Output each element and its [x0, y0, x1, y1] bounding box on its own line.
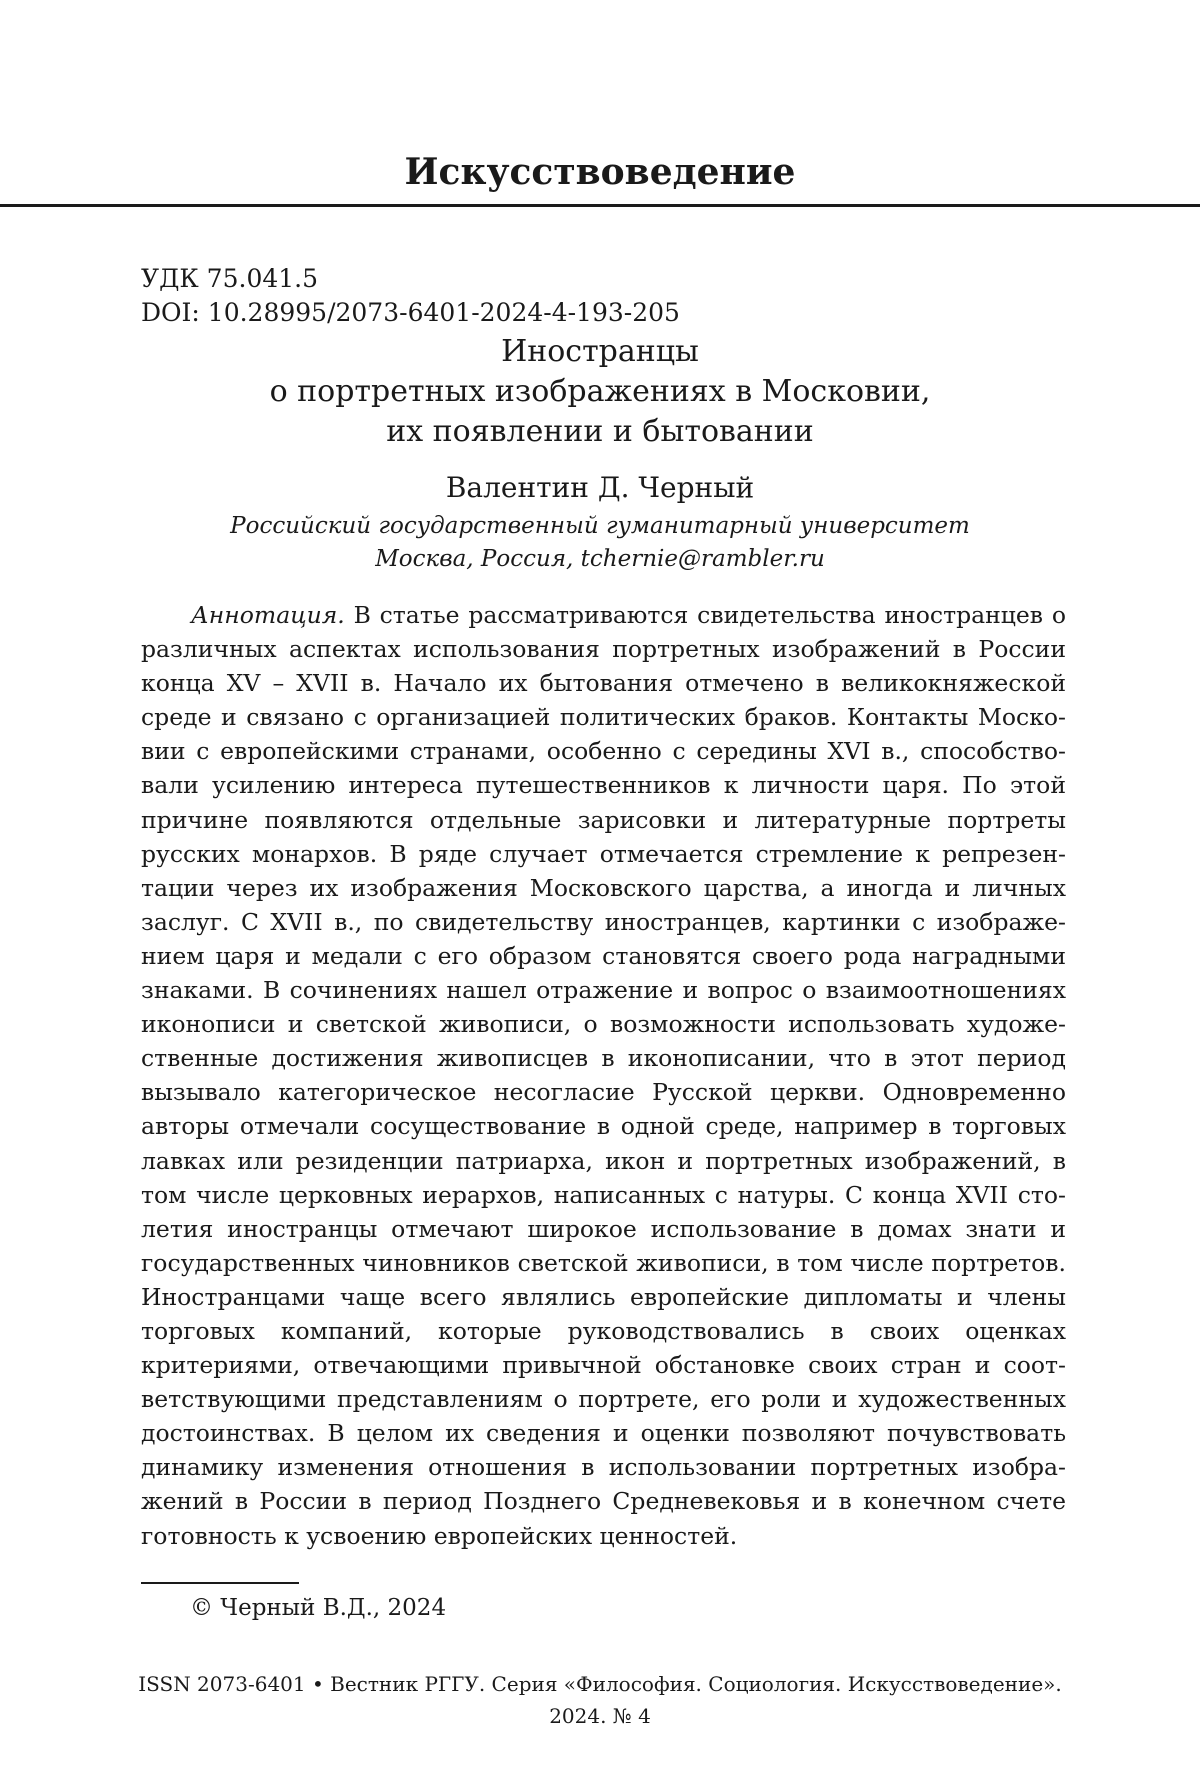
title-line: их появлении и бытовании — [386, 414, 814, 449]
section-title: Искусствоведение — [404, 151, 796, 193]
location-email: Москва, Россия, tchernie@rambler.ru — [375, 546, 825, 572]
author-affiliation-block — [0, 510, 1200, 576]
author-name: Валентин Д. Черный — [445, 471, 755, 504]
abstract — [141, 598, 1066, 1553]
abstract-label: Аннотация. — [191, 601, 345, 629]
journal-issue-line: 2024. № 4 — [549, 1704, 651, 1728]
abstract-text: В статье рассматриваются свидетельства иностранцев о различных аспектах использования портретных изображений в России конца XV – XVII в. Начало их бытования отмечено в великокняжеской среде и связано с организацией политических браков. Контакты Московии с европейскими странами, особенно с середины XVI в., способствовали усилению интереса путешественников к личности царя. По этой причине появляются отдельные зарисовки и литературные портреты русских монархов. В ряде случает отмечается стремление к репрезентации через их изображения Московского царства, а иногда и личных заслуг. С XVII в., по свидетельству иностранцев, картинки с изображением царя и медали с его образом становятся своего рода наградными знаками. В сочинениях нашел отражение и вопрос о взаимоотношениях иконописи и светской живописи, о возможности использовать художественные достижения живописцев в иконописании, что в этот период вызывало категорическое несогласие Русской церкви. Одновременно авторы отмечали сосуществование в одной среде, например в торговых лавках или резиденции патриарха, икон и портретных изображений, в том числе церковных иерархов, написанных с натуры. С конца XVII столетия иностранцы отмечают широкое использование в домах знати и государственных чиновников светской живописи, в том числе портретов. Иностранцами чаще всего являлись европейские дипломаты и члены торговых компаний, которые руководствовались в своих оценках критериями, отвечающими привычной обстановке своих стран и соответствующими представлениям о портрете, его роли и художественных достоинствах. В целом их сведения и оценки позволяют почувствовать динамику изменения отношения в использовании портретных изображений в России в период Позднего Средневековья и в конечном счете готовность к усвоению европейских ценностей. — [141, 601, 1066, 1550]
article-title — [0, 332, 1200, 452]
article-metadata — [141, 262, 680, 330]
affiliation: Российский государственный гуманитарный университет — [230, 513, 970, 539]
journal-footer — [0, 1668, 1200, 1732]
footnote-divider — [141, 1582, 299, 1584]
journal-issn-line: ISSN 2073-6401 • Вестник РГГУ. Серия «Философия. Социология. Искусствоведение». — [138, 1672, 1062, 1696]
copyright-notice: © Черный В.Д., 2024 — [190, 1595, 447, 1621]
title-line: о портретных изображениях в Московии, — [269, 374, 931, 409]
title-line: Иностранцы — [501, 334, 699, 369]
doi: DOI: 10.28995/2073-6401-2024-4-193-205 — [141, 298, 680, 327]
udc-code: УДК 75.041.5 — [141, 264, 319, 293]
header-divider — [0, 204, 1200, 207]
